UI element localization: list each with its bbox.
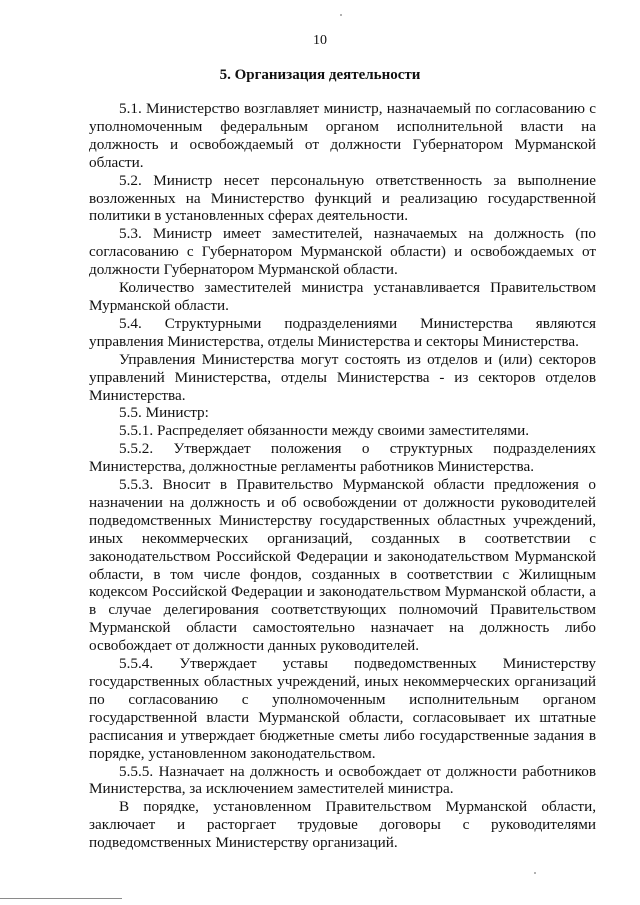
page-number: 10	[313, 33, 327, 48]
scan-speck	[534, 872, 536, 874]
paragraph-5-5-5: 5.5.5. Назначает на должность и освобождает от должности работников Министерства, за исключением заместителей министра.	[89, 762, 596, 798]
paragraph-5-5: 5.5. Министр:	[119, 404, 209, 422]
paragraph-departments: Управления Министерства могут состоять из отделов и (или) секторов управлений Министерства, отделы Министерства - из секторов отделов Министерства.	[89, 350, 596, 404]
paragraph-5-5-4: 5.5.4. Утверждает уставы подведомственных Министерству государственных областных учреждений, иных некоммерческих организаций по согласованию с уполномоченным исполнительным органом государственной власти Мурманской области, согласовывает их штатные расписания и утверждает бюджетные сметы либо государственные задания в порядке, установленном законодательством.	[89, 655, 596, 762]
paragraph-deputies-count: Количество заместителей министра устанавливается Правительством Мурманской области.	[89, 279, 596, 314]
paragraph-labor-contracts: В порядке, установленном Правительством Мурманской области, заключает и расторгает трудовые договоры с руководителями подведомственных Министерству организаций.	[89, 798, 596, 852]
paragraph-5-5-3: 5.5.3. Вносит в Правительство Мурманской области предложения о назначении на должность и об освобождении от должности руководителей подведомственных Министерству государственных областных учреждений, иных некоммерческих организаций, созданных в соответствии с законодательством Российской Федерации и законодательством Мурманской области, в том числе фондов, созданных в соответствии с Жилищным кодексом Российской Федерации и законодательством Мурманской области, а в случае делегирования соответствующих полномочий Правительством Мурманской области самостоятельно назначает на должность либо освобождает от должности данных руководителей.	[89, 476, 596, 655]
paragraph-5-3: 5.3. Министр имеет заместителей, назначаемых на должность (по согласованию с Губернатором Мурманской области) и освобождаемых от должности Губернатором Мурманской области.	[89, 225, 596, 279]
paragraph-5-2: 5.2. Министр несет персональную ответственность за выполнение возложенных на Министерство функций и реализацию государственной политики в установленных сферах деятельности.	[89, 171, 596, 225]
document-body	[89, 100, 596, 852]
scan-edge-line	[0, 898, 122, 899]
scan-speck	[340, 14, 342, 16]
paragraph-5-5-1: 5.5.1. Распределяет обязанности между своими заместителями.	[119, 422, 530, 440]
section-heading: 5. Организация деятельности	[219, 67, 421, 83]
paragraph-5-4: 5.4. Структурными подразделениями Министерства являются управления Министерства, отделы Министерства и секторы Министерства.	[89, 314, 596, 350]
paragraph-5-5-2: 5.5.2. Утверждает положения о структурных подразделениях Министерства, должностные регламенты работников Министерства.	[89, 440, 596, 476]
paragraph-5-1: 5.1. Министерство возглавляет министр, назначаемый по согласованию с уполномоченным федеральным органом исполнительной власти на должность и освобождаемый от должности Губернатором Мурманской области.	[89, 100, 596, 171]
